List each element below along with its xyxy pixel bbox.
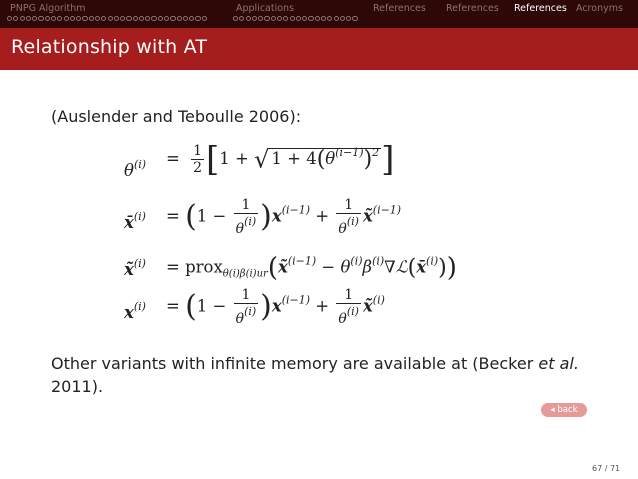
nav-dot[interactable]: [340, 16, 345, 21]
nav-section-applications[interactable]: Applications: [236, 3, 295, 14]
equation-3-rhs: = prox$_{\theta(i)\beta(i)ur}$(x̃$^{(i-1)}$ − $\theta^{(i)}\beta^{(i)}\nabla ℒ(x̄^{(i)})$): [166, 253, 457, 283]
nav-dot[interactable]: [290, 16, 295, 21]
equation-4-lhs: $x^{(i)}$: [124, 300, 146, 322]
equation-3-lhs: x̃$^{(i)}$: [124, 257, 146, 279]
nav-dot[interactable]: [101, 16, 106, 21]
nav-dot[interactable]: [145, 16, 150, 21]
nav-dot[interactable]: [346, 16, 351, 21]
nav-dot[interactable]: [126, 16, 131, 21]
equation-1-rhs: = $\frac{1}{2}$ [1 + √ $1 + 4(\theta^{(i-1)})^2$]: [166, 139, 395, 180]
nav-dot[interactable]: [189, 16, 194, 21]
nav-dot[interactable]: [252, 16, 257, 21]
nav-dot[interactable]: [283, 16, 288, 21]
nav-dot[interactable]: [202, 16, 207, 21]
nav-section-pnpg-algorithm[interactable]: PNPG Algorithm: [10, 3, 86, 14]
frame-title: Relationship with AT: [11, 36, 208, 58]
equation-2-lhs: x̄$^{(i)}$: [124, 210, 146, 232]
nav-dot[interactable]: [70, 16, 75, 21]
nav-dot[interactable]: [95, 16, 100, 21]
nav-dot[interactable]: [120, 16, 125, 21]
variants-text-prefix: Other variants with infinite memory are available at (Becker: [51, 354, 539, 373]
back-button[interactable]: ◂ back: [541, 403, 587, 417]
nav-dot[interactable]: [296, 16, 301, 21]
nav-section-acronyms[interactable]: Acronyms: [576, 3, 623, 14]
nav-dot[interactable]: [164, 16, 169, 21]
nav-dot[interactable]: [114, 16, 119, 21]
nav-dot[interactable]: [277, 16, 282, 21]
nav-dot[interactable]: [264, 16, 269, 21]
variants-paragraph: [51, 352, 611, 398]
nav-dot[interactable]: [45, 16, 50, 21]
nav-dot[interactable]: [76, 16, 81, 21]
nav-dot[interactable]: [352, 16, 357, 21]
nav-dot[interactable]: [151, 16, 156, 21]
nav-dots-pnpg-algorithm: [7, 16, 207, 21]
nav-dot[interactable]: [26, 16, 31, 21]
nav-dot[interactable]: [183, 16, 188, 21]
nav-dot[interactable]: [308, 16, 313, 21]
nav-dot[interactable]: [57, 16, 62, 21]
nav-dot[interactable]: [315, 16, 320, 21]
nav-dot[interactable]: [327, 16, 332, 21]
nav-dot[interactable]: [32, 16, 37, 21]
nav-dot[interactable]: [82, 16, 87, 21]
nav-section-references-2[interactable]: References: [446, 3, 499, 14]
nav-dot[interactable]: [170, 16, 175, 21]
nav-dot[interactable]: [108, 16, 113, 21]
variants-text-suffix: 2011).: [51, 377, 104, 396]
nav-dot[interactable]: [13, 16, 18, 21]
equation-2-rhs: = (1 − $\frac{1}{\theta^{(i)}}$ )$x^{(i-1)}$ + $\frac{1}{\theta^{(i)}}$ x̃$^{(i-1)}$: [166, 197, 402, 237]
nav-dot[interactable]: [139, 16, 144, 21]
nav-section-references-current[interactable]: References: [514, 3, 567, 14]
nav-dot[interactable]: [89, 16, 94, 21]
nav-section-references-1[interactable]: References: [373, 3, 426, 14]
equation-1-lhs: $\theta^{(i)}$: [124, 158, 147, 180]
nav-dot[interactable]: [177, 16, 182, 21]
nav-dot[interactable]: [20, 16, 25, 21]
nav-dot[interactable]: [321, 16, 326, 21]
nav-dots-applications: [233, 16, 358, 21]
nav-dot[interactable]: [64, 16, 69, 21]
nav-dot[interactable]: [239, 16, 244, 21]
page-number: 67 / 71: [592, 464, 621, 473]
nav-dot[interactable]: [7, 16, 12, 21]
nav-dot[interactable]: [233, 16, 238, 21]
nav-dot[interactable]: [246, 16, 251, 21]
nav-dot[interactable]: [334, 16, 339, 21]
nav-dot[interactable]: [302, 16, 307, 21]
nav-dot[interactable]: [158, 16, 163, 21]
nav-dot[interactable]: [258, 16, 263, 21]
variants-text-italic: et al.: [538, 354, 579, 373]
nav-dot[interactable]: [51, 16, 56, 21]
frame-title-bar: [0, 28, 638, 70]
equation-4-rhs: = (1 − $\frac{1}{\theta^{(i)}}$ )$x^{(i-1)}$ + $\frac{1}{\theta^{(i)}}$ x̃$^{(i)}$: [166, 287, 385, 327]
citation-text: (Auslender and Teboulle 2006):: [51, 107, 302, 126]
navigation-bar: [0, 0, 638, 28]
nav-dot[interactable]: [38, 16, 43, 21]
nav-dot[interactable]: [195, 16, 200, 21]
nav-dot[interactable]: [133, 16, 138, 21]
nav-dot[interactable]: [271, 16, 276, 21]
